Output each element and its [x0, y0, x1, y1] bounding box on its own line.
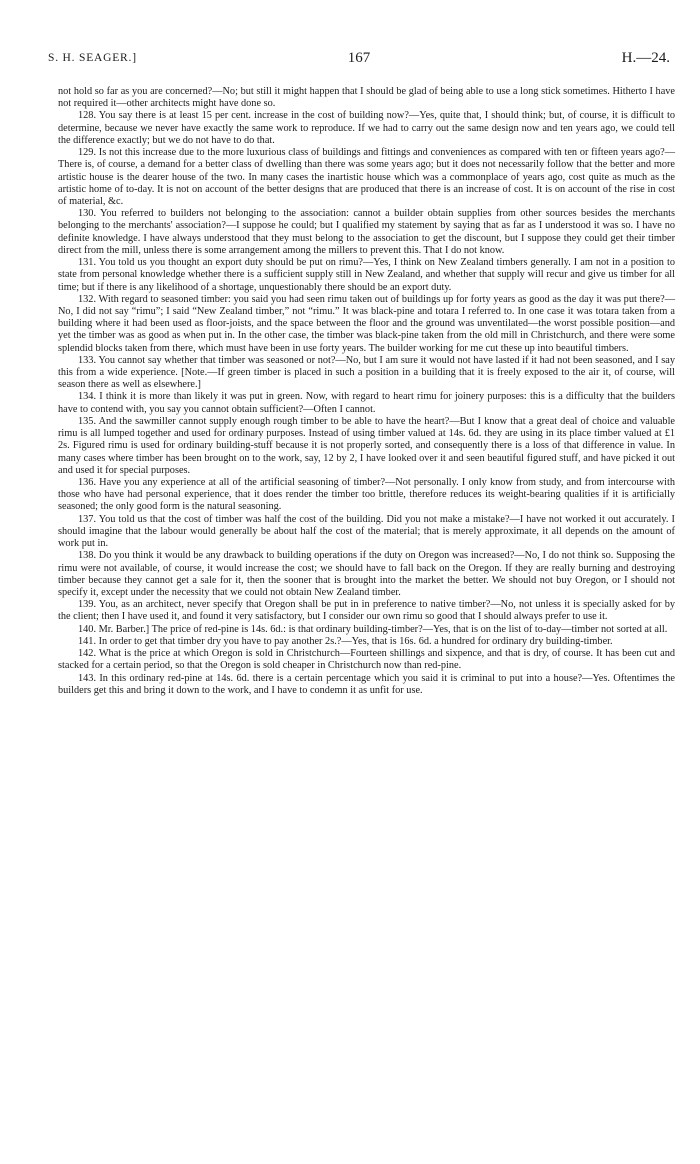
paragraph-q132: 132. With regard to seasoned timber: you said you had seen rimu taken out of buildings up for forty years as good as the day it was put there?—No, I did not say “rimu”; I said “New Zealand timber,” not “rimu.” It was black-pine and totara I referred to. In one case it was totara taken from a building where it had been used as floor-joists, and the space between the floor and the ground was unventilated—the worst possible position—and yet the timber was as good as when put in. In the other case, the timber was black-pine taken from the old mill in Christchurch, and there were some splendid blocks taken from there, which must have been in use forty years. The builder working for me cut these up into beautiful timbers. [58, 293, 675, 354]
paragraph-q135: 135. And the sawmiller cannot supply enough rough timber to be able to have the heart?—But I know that a great deal of choice and valuable rimu is all lumped together and used for ordinary purposes. Instead of using timber valued at 14s. 6d. they are using in its place timber valued at £1 2s. Figured rimu is used for ordinary building-stuff because it is not properly sorted, and consequently there is a loss of that difference in value. In many cases where timber has been brought on to the work, say, 12 by 2, I have looked over it and seen beautiful figured stuff, and have picked it out and used it for special purposes. [58, 415, 675, 476]
paragraph-q139: 139. You, as an architect, never specify that Oregon shall be put in in preference to native timber?—No, not unless it is specially asked for by the client; then I have used it, and found it very satisfactory, but I consider our own rimu so good that I should always prefer to use it. [58, 599, 675, 623]
paragraph-q129: 129. Is not this increase due to the more luxurious class of buildings and fittings and conveniences as compared with ten or fifteen years ago?—There is, of course, a demand for a better class of dwelling than there was some years ago; but it does not necessarily follow that the better and more artistic house is the dearer house of the two. In many cases the inartistic house which was a commonplace of years ago, cost quite as much as the artistic home of to-day. It is not on account of the better designs that are produced that there is an increase of cost. It is on account of the rise in cost of material, &c. [58, 147, 675, 207]
paragraph-q128: 128. You say there is at least 15 per cent. increase in the cost of building now?—Yes, quite that, I should think; but, of course, it is difficult to determine, because we never have exactly the same work to reproduce. If we had to carry out the same design now and ten years ago, we could tell the difference exactly; but we do not have to do that. [58, 110, 675, 146]
paragraph-q140: 140. Mr. Barber.] The price of red-pine is 14s. 6d.: is that ordinary building-timber?—Yes, that is on the list of to-day—timber not sorted at all. [78, 623, 668, 635]
paragraph-q131: 131. You told us you thought an export duty should be put on rimu?—Yes, I think on New Zealand timbers generally. I am not in a position to state from personal knowledge whether there is a sufficient supply still in New Zealand, and whether that supply will recur and give us timber for all time; but if there is any likelihood of a shortage, unquestionably there should be an export duty. [58, 257, 675, 293]
paragraph-q134: 134. I think it is more than likely it was put in green. Now, with regard to heart rimu for joinery purposes: this is a difficulty that the builders have to contend with, you say you cannot obtain sufficient?—Often I cannot. [58, 391, 675, 415]
paragraph-q138: 138. Do you think it would be any drawback to building operations if the duty on Oregon was increased?—No, I do not think so. Supposing the rimu were not available, of course, it would increase the cost; we should have to fall back on the Oregon. If they are really burning and destroying timber because they cannot get a sale for it, then the sooner that is brought into the market the better. We should not buy Oregon, or I should not specify it, except under the necessity that we could not obtain New Zealand timber. [58, 550, 675, 598]
header-document-reference: H.—24. [621, 50, 670, 66]
paragraph-q137: 137. You told us that the cost of timber was half the cost of the building. Did you not make a mistake?—I have not worked it out accurately. I should imagine that the labour would generally be about half the cost of the material; that is merely approximate, it all depends on the amount of work put in. [58, 513, 675, 550]
header-page-number: 167 [347, 50, 371, 66]
paragraph-q130: 130. You referred to builders not belonging to the association: cannot a builder obtain supplies from other sources besides the merchants belonging to the merchants' association?—I suppose he could; but I qualified my statement by saying that as far as I understood it was so. I have no definite knowledge. I have always understood that they must belong to the association to get the discount, but I suppose they could get their timber direct from the mill, unless there is some arrangement among the millers to prevent this. That I do not know. [58, 208, 675, 256]
paragraph-q136: 136. Have you any experience at all of the artificial seasoning of timber?—Not personally. I only know from study, and from intercourse with those who have had personal experience, that it does render the timber too brittle, therefore reduces its weight-bearing qualities if it is artificially seasoned; the only good form is the natural seasoning. [58, 477, 675, 513]
paragraph-q142: 142. What is the price at which Oregon is sold in Christchurch—Fourteen shillings and sixpence, and that is dry, of course. It has been cut and stacked for a certain period, so that the Oregon is sold cheaper in Christchurch now than red-pine. [58, 648, 675, 672]
page-header [48, 50, 670, 72]
paragraph-q133: 133. You cannot say whether that timber was seasoned or not?—No, but I am sure it would not have lasted if it had not been seasoned, and I say this from a wide experience. [Note.—If green timber is placed in such a position in a building that it is freely exposed to the air it, of course, will season there as well as elsewhere.] [58, 354, 675, 391]
header-witness-name: S. H. SEAGER.] [48, 52, 137, 64]
document-body [58, 86, 675, 697]
paragraph-q141: 141. In order to get that timber dry you have to pay another 2s.?—Yes, that is 16s. 6d. a hundred for ordinary dry building-timber. [78, 635, 613, 647]
paragraph-continuation: not hold so far as you are concerned?—No; but still it might happen that I should be glad of being able to use a long stick sometimes. Hitherto I have not required it—other architects might have done so. [58, 86, 675, 110]
paragraph-q143: 143. In this ordinary red-pine at 14s. 6d. there is a certain percentage which you said it is criminal to put into a house?—Yes. Oftentimes the builders get this and bring it down to the work, and I have to condemn it as unfit for use. [58, 672, 675, 696]
